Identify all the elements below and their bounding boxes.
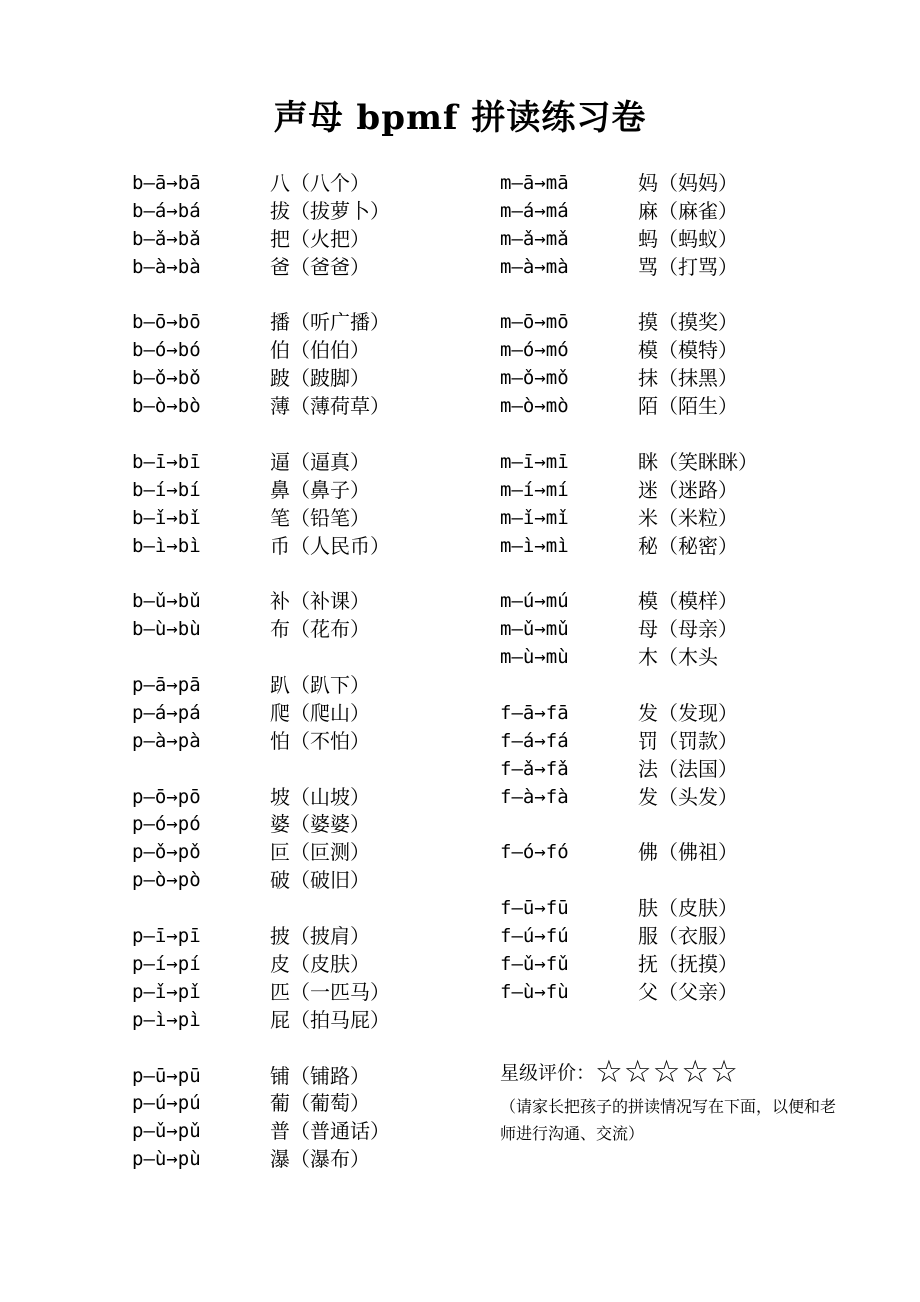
hanzi-word: 怕（不怕） (270, 728, 370, 753)
row-spacer (132, 282, 390, 310)
practice-row (500, 533, 758, 561)
pinyin-spelling: m—í→mí (500, 478, 569, 501)
hanzi-word: 薄（薄荷草） (270, 394, 390, 419)
practice-row (500, 979, 758, 1007)
hanzi-word: 爸（爸爸） (270, 254, 370, 279)
left-column (132, 170, 390, 1174)
hanzi-word: 拔（拔萝卜） (270, 198, 390, 223)
pinyin-spelling: f—ù→fù (500, 980, 569, 1003)
practice-row (500, 700, 758, 728)
pinyin-spelling: m—à→mà (500, 255, 569, 278)
rating-stars[interactable]: ☆☆☆☆☆ (595, 1054, 739, 1090)
pinyin-spelling: b—ā→bā (132, 172, 201, 194)
practice-row (132, 923, 390, 951)
pinyin-spelling: m—ī→mī (500, 450, 569, 473)
hanzi-word: 妈（妈妈） (638, 171, 738, 195)
practice-row (132, 198, 390, 226)
pinyin-spelling: b—ō→bō (132, 311, 201, 334)
hanzi-word: 鼻（鼻子） (270, 477, 370, 502)
hanzi-word: 抚（抚摸） (638, 951, 738, 976)
hanzi-word: 骂（打骂） (638, 254, 738, 279)
pinyin-spelling: b—ó→bó (132, 339, 201, 362)
pinyin-spelling: f—ú→fú (500, 925, 569, 948)
practice-row (500, 449, 758, 477)
pinyin-spelling: p—ì→pì (132, 1008, 201, 1031)
practice-row (132, 505, 390, 533)
star-rating (500, 1054, 739, 1090)
hanzi-word: 发（发现） (638, 700, 738, 725)
hanzi-word: 葡（葡萄） (270, 1091, 370, 1116)
pinyin-spelling: m—ú→mú (500, 590, 569, 613)
hanzi-word: 跛（跛脚） (270, 366, 370, 391)
practice-row (500, 644, 758, 672)
hanzi-word: 眯（笑眯眯） (638, 449, 758, 474)
practice-row (500, 309, 758, 337)
practice-row (500, 895, 758, 923)
pinyin-spelling: b—á→bá (132, 199, 201, 222)
hanzi-word: 屁（拍马屁） (270, 1007, 390, 1032)
pinyin-spelling: p—ǔ→pǔ (132, 1120, 201, 1143)
pinyin-spelling: p—ò→pò (132, 869, 201, 892)
practice-row (500, 226, 758, 254)
practice-row (132, 449, 390, 477)
row-spacer (132, 756, 390, 784)
practice-row (500, 505, 758, 533)
hanzi-word: 叵（叵测） (270, 840, 370, 865)
practice-row (132, 533, 390, 561)
hanzi-word: 罚（罚款） (638, 728, 738, 753)
hanzi-word: 把（火把） (270, 226, 370, 251)
pinyin-spelling: p—ǒ→pǒ (132, 841, 201, 864)
right-column (500, 170, 758, 1007)
practice-row (132, 170, 390, 198)
hanzi-word: 佛（佛祖） (638, 840, 738, 865)
hanzi-word: 模（模样） (638, 589, 738, 614)
practice-row (132, 477, 390, 505)
practice-row (500, 728, 758, 756)
practice-row (132, 337, 390, 365)
page-title: 声母 bpmf 拼读练习卷 (273, 98, 647, 138)
hanzi-word: 补（补课） (270, 589, 370, 614)
pinyin-spelling: b—ì→bì (132, 534, 201, 557)
hanzi-word: 麻（麻雀） (638, 198, 738, 223)
pinyin-spelling: b—ǔ→bǔ (132, 590, 201, 613)
practice-row (500, 254, 758, 282)
practice-row (132, 979, 390, 1007)
pinyin-spelling: m—ǒ→mǒ (500, 367, 569, 390)
practice-row (500, 393, 758, 421)
hanzi-word: 蚂（蚂蚁） (638, 226, 738, 251)
practice-row (500, 170, 758, 198)
pinyin-spelling: p—ǐ→pǐ (132, 980, 201, 1003)
hanzi-word: 布（花布） (270, 617, 370, 642)
pinyin-spelling: b—ǒ→bǒ (132, 367, 201, 390)
practice-row (500, 588, 758, 616)
hanzi-word: 币（人民币） (270, 533, 390, 558)
hanzi-word: 匹（一匹马） (270, 979, 390, 1004)
practice-row (500, 784, 758, 812)
practice-row (132, 254, 390, 282)
pinyin-spelling: f—ǔ→fǔ (500, 952, 569, 975)
practice-row (500, 365, 758, 393)
pinyin-spelling: p—ù→pù (132, 1148, 201, 1171)
pinyin-spelling: m—á→má (500, 199, 569, 222)
hanzi-word: 法（法国） (638, 756, 738, 781)
hanzi-word: 发（头发） (638, 784, 738, 809)
parent-note: （请家长把孩子的拼读情况写在下面，以便和老师进行沟通、交流） (500, 1097, 837, 1143)
pinyin-spelling: b—ò→bò (132, 395, 201, 418)
practice-row (132, 867, 390, 895)
practice-row (132, 811, 390, 839)
hanzi-word: 母（母亲） (638, 617, 738, 642)
practice-row (500, 923, 758, 951)
hanzi-word: 服（衣服） (638, 924, 738, 949)
pinyin-spelling: p—ú→pú (132, 1092, 201, 1115)
pinyin-spelling: m—ǎ→mǎ (500, 227, 569, 250)
hanzi-word: 伯（伯伯） (270, 338, 370, 363)
practice-row (500, 477, 758, 505)
practice-row (132, 1063, 390, 1091)
pinyin-spelling: p—í→pí (132, 952, 201, 975)
practice-row (500, 616, 758, 644)
row-spacer (500, 811, 758, 839)
row-spacer (500, 672, 758, 700)
hanzi-word: 播（听广播） (270, 310, 390, 335)
practice-row (132, 365, 390, 393)
hanzi-word: 婆（婆婆） (270, 812, 370, 837)
hanzi-word: 破（破旧） (270, 868, 370, 893)
hanzi-word: 抹（抹黑） (638, 366, 738, 391)
pinyin-spelling: m—ā→mā (500, 172, 569, 194)
practice-row (500, 951, 758, 979)
practice-row (132, 1118, 390, 1146)
pinyin-spelling: m—ō→mō (500, 311, 569, 334)
pinyin-spelling: b—à→bà (132, 255, 201, 278)
pinyin-spelling: f—ó→fó (500, 841, 569, 864)
hanzi-word: 父（父亲） (638, 979, 738, 1004)
hanzi-word: 坡（山坡） (270, 784, 370, 809)
pinyin-spelling: b—ǎ→bǎ (132, 227, 201, 250)
hanzi-word: 八（八个） (270, 171, 370, 195)
row-spacer (500, 421, 758, 449)
practice-row (500, 198, 758, 226)
practice-row (132, 700, 390, 728)
hanzi-word: 肤（皮肤） (638, 896, 738, 921)
pinyin-spelling: m—ó→mó (500, 339, 569, 362)
practice-row (132, 393, 390, 421)
hanzi-word: 爬（爬山） (270, 700, 370, 725)
hanzi-word: 木（木头 (638, 645, 718, 670)
pinyin-spelling: m—ù→mù (500, 646, 569, 669)
hanzi-word: 迷（迷路） (638, 477, 738, 502)
practice-row (132, 1090, 390, 1118)
practice-row (132, 951, 390, 979)
practice-row (132, 672, 390, 700)
pinyin-spelling: f—ǎ→fǎ (500, 757, 569, 780)
pinyin-spelling: b—í→bí (132, 478, 201, 501)
hanzi-word: 陌（陌生） (638, 394, 738, 419)
pinyin-spelling: b—ù→bù (132, 618, 201, 641)
practice-row (500, 839, 758, 867)
pinyin-spelling: b—ī→bī (132, 450, 201, 473)
hanzi-word: 笔（铅笔） (270, 505, 370, 530)
pinyin-spelling: f—á→fá (500, 729, 569, 752)
practice-row (132, 588, 390, 616)
pinyin-spelling: m—ǐ→mǐ (500, 506, 569, 529)
hanzi-word: 模（模特） (638, 338, 738, 363)
hanzi-word: 铺（铺路） (270, 1063, 370, 1088)
pinyin-spelling: b—ǐ→bǐ (132, 506, 201, 529)
hanzi-word: 秘（秘密） (638, 533, 738, 558)
row-spacer (132, 895, 390, 923)
pinyin-spelling: m—ǔ→mǔ (500, 618, 569, 641)
hanzi-word: 皮（皮肤） (270, 951, 370, 976)
pinyin-spelling: f—à→fà (500, 785, 569, 808)
row-spacer (500, 867, 758, 895)
pinyin-spelling: p—à→pà (132, 729, 201, 752)
hanzi-word: 普（普通话） (270, 1119, 390, 1144)
hanzi-word: 瀑（瀑布） (270, 1147, 370, 1172)
hanzi-word: 米（米粒） (638, 505, 738, 530)
row-spacer (500, 282, 758, 310)
practice-row (132, 839, 390, 867)
practice-row (132, 616, 390, 644)
rating-label: 星级评价： (500, 1062, 596, 1084)
pinyin-spelling: m—ò→mò (500, 395, 569, 418)
pinyin-spelling: p—ū→pū (132, 1064, 201, 1087)
hanzi-word: 逼（逼真） (270, 449, 370, 474)
practice-row (132, 309, 390, 337)
hanzi-word: 披（披肩） (270, 924, 370, 949)
row-spacer (132, 644, 390, 672)
row-spacer (132, 1035, 390, 1063)
pinyin-spelling: m—ì→mì (500, 534, 569, 557)
pinyin-spelling: p—ō→pō (132, 785, 201, 808)
hanzi-word: 趴（趴下） (270, 673, 370, 698)
practice-row (132, 1146, 390, 1174)
pinyin-spelling: p—ó→pó (132, 813, 201, 836)
pinyin-spelling: p—ā→pā (132, 674, 201, 697)
pinyin-spelling: p—ī→pī (132, 925, 201, 948)
pinyin-spelling: p—á→pá (132, 701, 201, 724)
pinyin-spelling: f—ū→fū (500, 897, 569, 920)
practice-row (132, 226, 390, 254)
practice-row (500, 756, 758, 784)
row-spacer (132, 560, 390, 588)
practice-row (132, 728, 390, 756)
practice-row (132, 1007, 390, 1035)
pinyin-spelling: f—ā→fā (500, 701, 569, 724)
practice-row (132, 784, 390, 812)
row-spacer (500, 560, 758, 588)
row-spacer (132, 421, 390, 449)
practice-row (500, 337, 758, 365)
hanzi-word: 摸（摸奖） (638, 310, 738, 335)
